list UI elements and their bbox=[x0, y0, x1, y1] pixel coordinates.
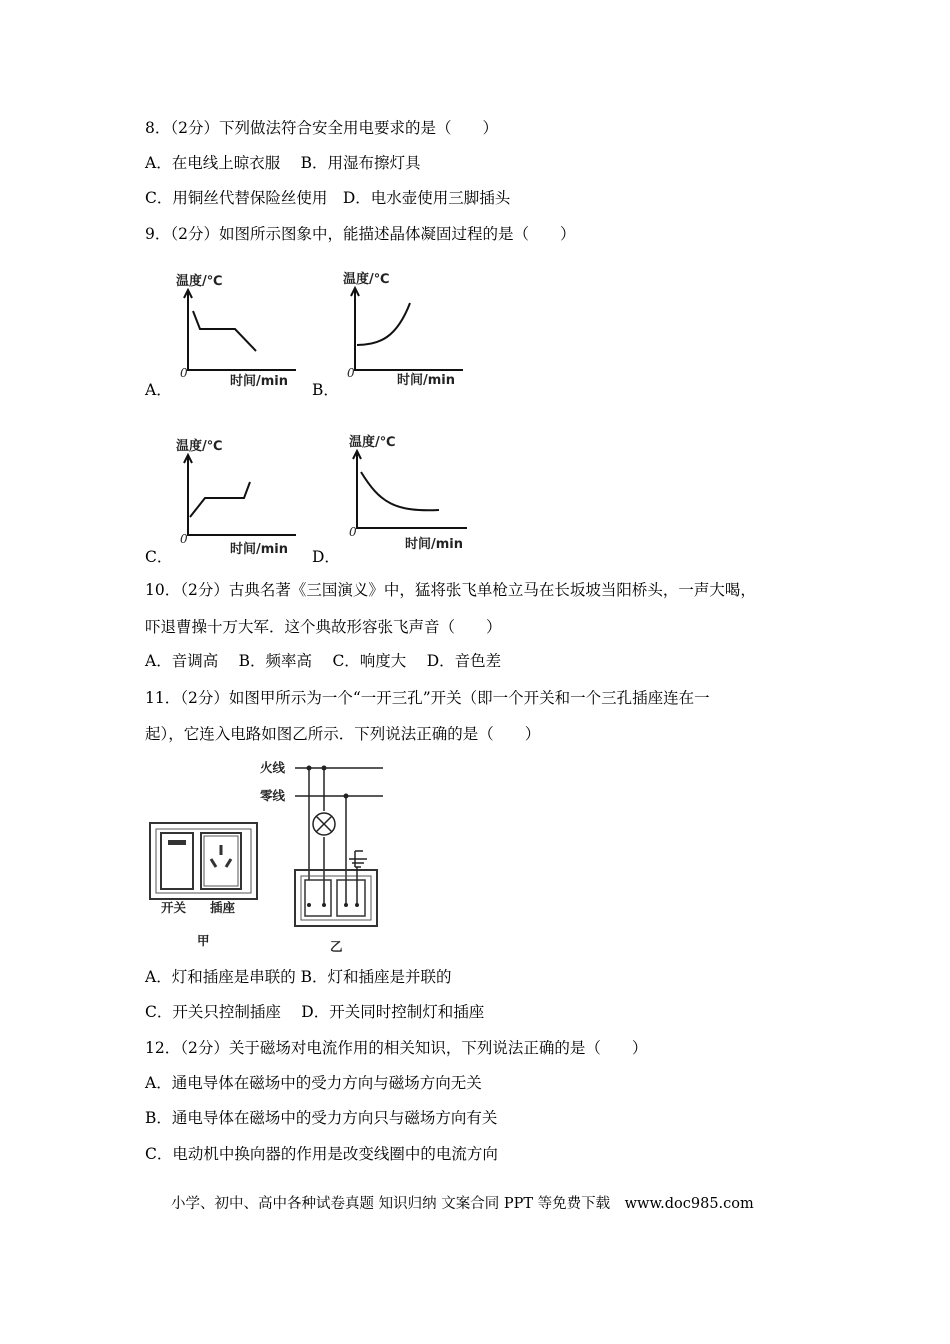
q8-options-ab: A．在电线上晾衣服 B．用湿布擦灯具 bbox=[145, 154, 421, 172]
graph-d-ylabel: 温度/℃ bbox=[349, 435, 396, 450]
q11-stem-line1: 11．（2分）如图甲所示为一个“一开三孔”开关（即一个开关和一个三孔插座连在一 bbox=[145, 689, 710, 707]
socket-panel bbox=[201, 833, 241, 889]
q10-stem-line1: 10．（2分）古典名著《三国演义》中，猛将张飞单枪立马在长坂坡当阳桥头，一声大喝， bbox=[145, 581, 756, 599]
graph-c bbox=[168, 432, 308, 562]
graph-b-ylabel: 温度/℃ bbox=[343, 272, 390, 287]
graph-b bbox=[335, 265, 475, 395]
graph-c-xlabel: 时间/min bbox=[230, 542, 289, 557]
q10-options: A．音调高 B．频率高 C．响度大 D．音色差 bbox=[145, 652, 502, 670]
svg-text:0: 0 bbox=[180, 366, 188, 380]
graph-a-ylabel: 温度/℃ bbox=[176, 274, 223, 289]
label-socket: 插座 bbox=[210, 900, 236, 915]
graph-c-ylabel: 温度/℃ bbox=[176, 439, 223, 454]
q12-option-a: A．通电导体在磁场中的受力方向与磁场方向无关 bbox=[145, 1074, 482, 1092]
label-switch: 开关 bbox=[161, 900, 187, 915]
graph-a bbox=[168, 265, 308, 395]
q11-stem-line2: 起），它连入电路如图乙所示．下列说法正确的是（ ） bbox=[145, 725, 541, 743]
q11-figure bbox=[145, 755, 390, 955]
q11-options-cd: C．开关只控制插座 D．开关同时控制灯和插座 bbox=[145, 1003, 485, 1021]
q9-stem: 9．（2分）如图所示图象中，能描述晶体凝固过程的是（ ） bbox=[145, 225, 576, 243]
label-yi: 乙 bbox=[330, 939, 343, 954]
graph-b-xlabel: 时间/min bbox=[397, 373, 456, 388]
graph-a-xlabel: 时间/min bbox=[230, 374, 289, 389]
switch-socket-panel bbox=[150, 823, 257, 899]
q11-options-ab: A．灯和插座是串联的 B．灯和插座是并联的 bbox=[145, 968, 452, 986]
page-footer: 小学、初中、高中各种试卷真题 知识归纳 文案合同 PPT 等免费下载 www.doc985.com bbox=[171, 1196, 754, 1212]
graph-b-letter: B． bbox=[312, 381, 339, 399]
q8-stem: 8．（2分）下列做法符合安全用电要求的是（ ） bbox=[145, 119, 498, 137]
svg-text:0: 0 bbox=[180, 532, 188, 546]
q8-options-cd: C．用铜丝代替保险丝使用 D．电水壶使用三脚插头 bbox=[145, 189, 511, 207]
q12-option-b: B．通电导体在磁场中的受力方向只与磁场方向有关 bbox=[145, 1109, 498, 1127]
label-live-wire: 火线 bbox=[260, 760, 286, 775]
svg-text:0: 0 bbox=[347, 366, 355, 380]
circuit-diagram bbox=[260, 760, 383, 926]
graph-a-letter: A． bbox=[145, 381, 172, 399]
graph-c-letter: C． bbox=[145, 548, 173, 566]
label-jia: 甲 bbox=[197, 933, 210, 948]
graph-d-xlabel: 时间/min bbox=[405, 537, 464, 552]
svg-text:0: 0 bbox=[349, 525, 357, 539]
q12-stem: 12．（2分）关于磁场对电流作用的相关知识，下列说法正确的是（ ） bbox=[145, 1039, 648, 1057]
q10-stem-line2: 吓退曹操十万大军．这个典故形容张飞声音（ ） bbox=[145, 618, 502, 636]
q12-option-c: C．电动机中换向器的作用是改变线圈中的电流方向 bbox=[145, 1145, 498, 1163]
label-neutral-wire: 零线 bbox=[260, 788, 286, 803]
graph-d-letter: D． bbox=[312, 548, 340, 566]
graph-d bbox=[335, 428, 480, 558]
